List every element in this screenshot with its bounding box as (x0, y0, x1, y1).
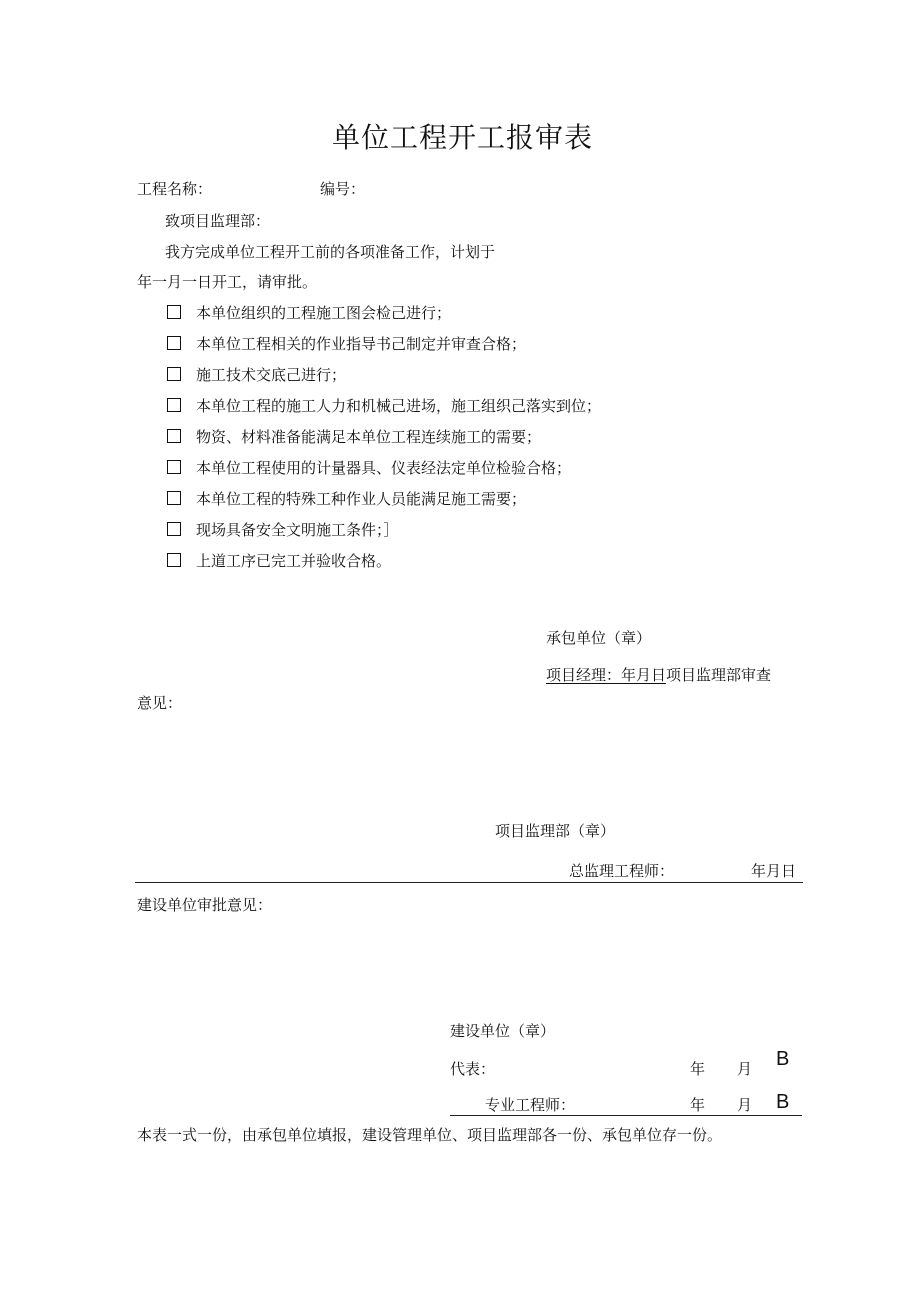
representative-year: 年 (690, 1060, 706, 1078)
checkbox-icon[interactable] (167, 398, 181, 412)
addressee: 致项目监理部： (165, 212, 271, 230)
engineer-day: B (776, 1091, 790, 1113)
checkbox-icon[interactable] (167, 336, 181, 350)
representative-day: B (776, 1048, 790, 1070)
checklist-item[interactable]: 本单位工程使用的计量器具、仪表经法定单位检验合格； (167, 458, 571, 478)
checkbox-icon[interactable] (167, 491, 181, 505)
checkbox-icon[interactable] (167, 460, 181, 474)
engineer-year: 年 (690, 1096, 706, 1114)
checklist-item[interactable]: 施工技术交底己进行； (167, 365, 346, 385)
representative-month: 月 (737, 1060, 753, 1078)
owner-opinion-label: 建设单位审批意见： (137, 896, 273, 914)
checkbox-icon[interactable] (167, 553, 181, 567)
engineer-month: 月 (737, 1096, 753, 1114)
signature-divider (450, 1115, 802, 1116)
intro-line-2: 年一月一日开工，请审批。 (137, 273, 318, 291)
checkbox-icon[interactable] (167, 305, 181, 319)
chief-engineer-label: 总监理工程师： (569, 862, 675, 880)
checkbox-icon[interactable] (167, 429, 181, 443)
checkbox-icon[interactable] (167, 367, 181, 381)
number-label: 编号： (320, 180, 366, 198)
owner-seal: 建设单位（章） (450, 1022, 556, 1040)
engineer-label: 专业工程师： (485, 1096, 576, 1114)
representative-label: 代表： (450, 1060, 496, 1078)
chief-engineer-date: 年月日 (751, 862, 797, 880)
checklist-item[interactable]: 本单位工程相关的作业指导书己制定并审查合格； (167, 334, 526, 354)
project-manager-date: 项目经理：年月日 (546, 666, 667, 684)
supervision-review-label: 项目监理部审查 (666, 666, 772, 684)
intro-line-1: 我方完成单位工程开工前的各项准备工作，计划于 (165, 243, 496, 261)
project-manager-line (546, 665, 771, 685)
checklist-item[interactable]: 本单位组织的工程施工图会检己进行； (167, 303, 451, 323)
checkbox-icon[interactable] (167, 522, 181, 536)
checklist-item[interactable]: 本单位工程的特殊工种作业人员能满足施工需要； (167, 489, 526, 509)
checklist-item[interactable]: 物资、材料准备能满足本单位工程连续施工的需要； (167, 427, 541, 447)
project-name-label: 工程名称： (137, 180, 213, 198)
checklist-item[interactable]: 现场具备安全文明施工条件；］ (167, 520, 399, 540)
checklist-item[interactable]: 本单位工程的施工人力和机械己进场，施工组织己落实到位； (167, 396, 601, 416)
section-divider (135, 882, 803, 883)
contractor-seal: 承包单位（章） (546, 629, 652, 647)
opinion-label: 意见： (137, 694, 183, 712)
footer-note: 本表一式一份，由承包单位填报，建设管理单位、项目监理部各一份、承包单位存一份。 (137, 1126, 723, 1144)
checklist-item[interactable]: 上道工序已完工并验收合格。 (167, 551, 391, 571)
page-title: 单位工程开工报审表 (332, 121, 594, 154)
supervision-seal: 项目监理部（章） (495, 822, 616, 840)
